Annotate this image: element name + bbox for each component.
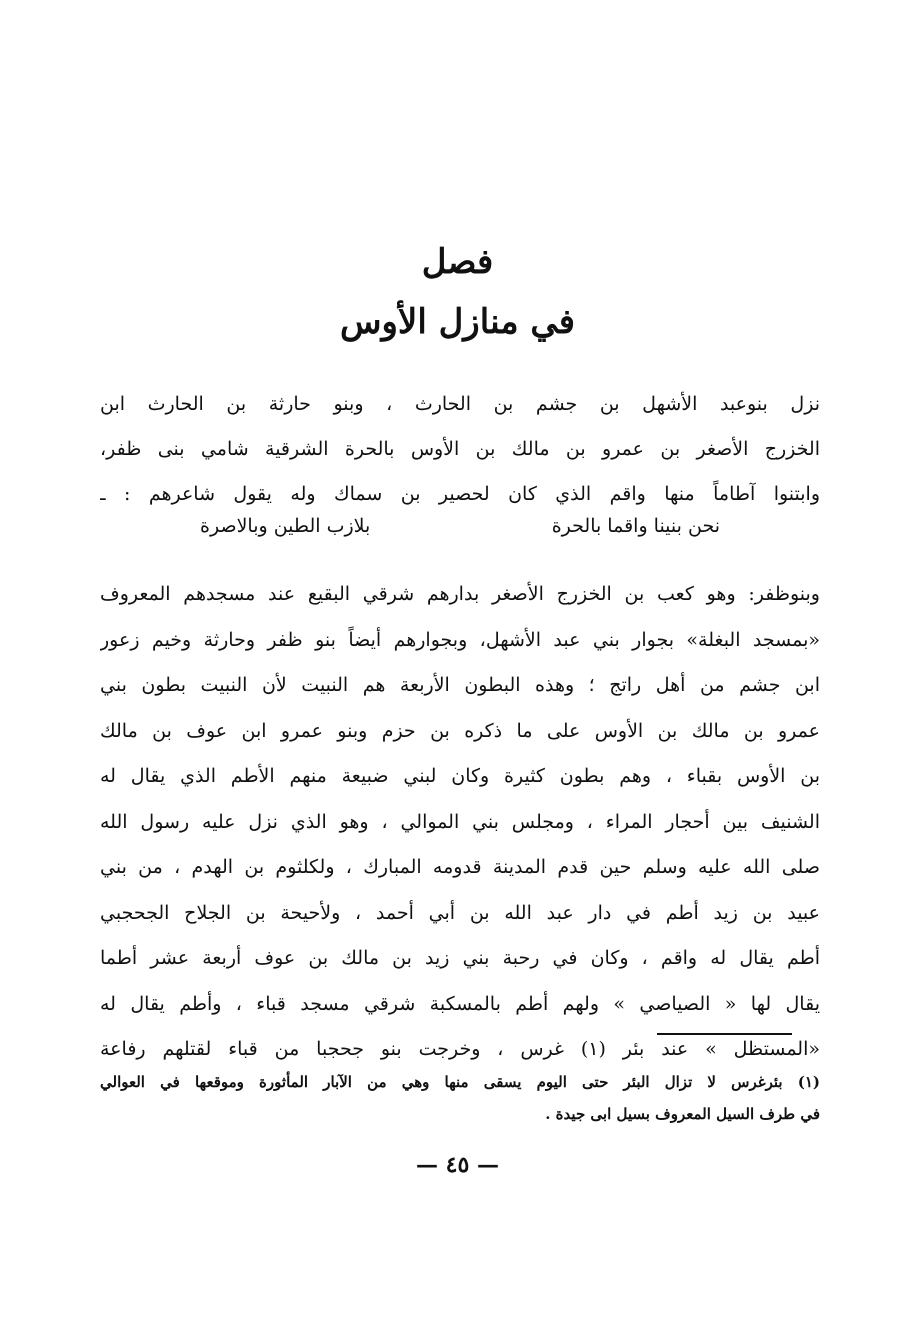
paragraph-2 xyxy=(100,572,820,1073)
text-line: وبنوظفر: وهو كعب بن الخزرج الأصغر بدارهم شرقي البقيع عند مسجدهم المعروف xyxy=(100,583,820,605)
text-line: الخزرج الأصغر بن عمرو بن مالك بن الأوس بالحرة الشرقية شامي بنى ظفر، xyxy=(100,438,820,460)
footnote-separator xyxy=(657,1033,792,1035)
text-line: نزل بنوعبد الأشهل بن جشم بن الحارث ، وبنو حارثة بن الحارث ابن xyxy=(100,393,820,415)
text-line: ابن جشم من أهل راتج ؛ وهذه البطون الأربعة هم النبيت لأن النبيت بطون بني xyxy=(100,674,820,696)
text-line: الشنيف بين أحجار المراء ، ومجلس بني الموالي ، وهو الذي نزل عليه رسول الله xyxy=(100,810,820,833)
text-line: أطم يقال له واقم ، وكان في رحبة بني زيد بن مالك بن عوف أربعة عشر أطما xyxy=(100,947,820,969)
verse-second-hemistich: بلازب الطين وبالاصرة xyxy=(200,515,371,537)
text-line: «المستظل » عند بئر (١) غرس ، وخرجت بنو جحجبا من قباء لقتلهم رفاعة xyxy=(100,1038,820,1060)
text-line: عمرو بن مالك بن الأوس على ما ذكره بن حزم وبنو عمرو ابن عوف بن مالك xyxy=(100,719,820,742)
page-number: — ٤٥ — xyxy=(416,1152,499,1178)
text-line: «بمسجد البغلة» بجوار بني عبد الأشهل، وبجوارهم أيضاً بنو ظفر وحارثة وخيم زعور xyxy=(100,628,820,651)
text-line: بن الأوس بقباء ، وهم بطون كثيرة وكان لبني ضبيعة منهم الأطم الذي يقال له xyxy=(100,765,820,787)
footnote xyxy=(100,1066,820,1130)
text-line: وابتنوا آطاماً منها واقم الذي كان لحصير بن سماك وله يقول شاعرهم : ـ xyxy=(100,483,820,505)
text-line: صلى الله عليه وسلم حين قدم المدينة قدومه المبارك ، ولكلثوم بن الهدم ، من بني xyxy=(100,856,820,878)
text-line: عبيد بن زيد أطم في دار عبد الله بن أبي أحمد ، ولأحيحة بن الجلاح الجحجبي xyxy=(100,901,820,924)
section-heading: فصل xyxy=(421,242,494,282)
text-line: يقال لها « الصياصي » ولهم أطم بالمسكبة شرقي مسجد قباء ، وأطم يقال له xyxy=(100,992,820,1015)
footnote-line: (١) بئرغرس لا تزال البئر حتى اليوم يسقى منها وهي من الآبار المأثورة وموقعها في العوالي xyxy=(100,1073,820,1091)
verse-first-hemistich: نحن بنينا واقما بالحرة xyxy=(551,515,720,537)
footnote-line: في طرف السيل المعروف بسيل ابى جيدة . xyxy=(545,1105,820,1123)
poetry-verse xyxy=(200,508,720,544)
paragraph-1 xyxy=(100,382,820,517)
chapter-title: في منازل الأوس xyxy=(340,302,575,342)
